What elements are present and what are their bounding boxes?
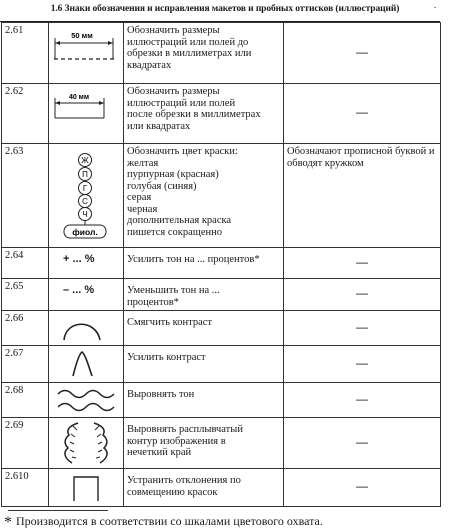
row-number: 2.69 — [2, 418, 49, 469]
row-note: — — [284, 346, 441, 383]
table-row — [2, 144, 441, 248]
symbol-dimension-after-trim — [49, 84, 124, 144]
row-note: — — [284, 248, 441, 279]
symbol-increase-tone — [49, 248, 124, 279]
row-note: — — [284, 84, 441, 144]
registration-bracket-icon — [52, 471, 120, 503]
row-description: Устранить отклонения по совмещению красок — [124, 469, 284, 507]
color-letter-circles-icon — [52, 146, 120, 244]
row-number: 2.62 — [2, 84, 49, 144]
table-row — [2, 383, 441, 418]
color-letter: Ч — [82, 210, 88, 219]
row-description: Уменьшить тон на ... процентов* — [124, 279, 284, 311]
row-description: Усилить контраст — [124, 346, 284, 383]
table-row — [2, 279, 441, 311]
wave-lines-icon — [52, 385, 120, 415]
table-row — [2, 248, 441, 279]
dimension-arrow-icon — [52, 86, 120, 126]
symbol-dimension-before-trim — [49, 23, 124, 84]
table-row — [2, 469, 441, 507]
row-note: — — [284, 383, 441, 418]
table-row — [2, 346, 441, 383]
row-number: 2.610 — [2, 469, 49, 507]
color-letter: П — [82, 170, 88, 179]
footnote-asterisk: * — [4, 514, 12, 531]
dimension-arrow-icon — [52, 25, 120, 65]
row-note: — — [284, 418, 441, 469]
footnote-rule — [8, 510, 108, 511]
table-row — [2, 418, 441, 469]
page-mark: . — [434, 0, 437, 10]
row-note: — — [284, 279, 441, 311]
color-letter: Ж — [81, 156, 89, 165]
row-note: — — [284, 311, 441, 346]
row-description: Усилить тон на ... процентов* — [124, 248, 284, 279]
symbol-fix-registration — [49, 469, 124, 507]
symbol-increase-contrast — [49, 346, 124, 383]
footnote-text: Производится в соответствии со шкалами цветового охвата. — [16, 514, 323, 528]
row-number: 2.61 — [2, 23, 49, 84]
row-description: Обозначить размеры иллюстраций или полей до обрезки в миллиметрах или квадратах — [124, 23, 284, 84]
page-title: 1.6 Знаки обозначения и исправления макетов и пробных оттисков (иллюстраций) — [50, 4, 400, 14]
row-description: Обозначить размеры иллюстраций или полей после обрезки в миллиметрах или квадратах — [124, 84, 284, 144]
symbol-even-tone — [49, 383, 124, 418]
symbol-color-marks — [49, 144, 124, 248]
row-description: Выровнять расплывчатый контур изображения в нечеткий край — [124, 418, 284, 469]
row-number: 2.64 — [2, 248, 49, 279]
symbol-decrease-tone — [49, 279, 124, 311]
row-number: 2.67 — [2, 346, 49, 383]
row-description: Выровнять тон — [124, 383, 284, 418]
dimension-label: 40 мм — [68, 94, 90, 101]
symbol-sharpen-edge — [49, 418, 124, 469]
table-row — [2, 84, 441, 144]
color-letter: С — [82, 197, 88, 206]
row-description: Обозначить цвет краски: желтая пурпурная (красная) голубая (синяя) серая черная дополнительная краска пишется сокращенно — [124, 144, 284, 248]
increase-tone-symbol: + ... % — [63, 253, 95, 265]
decrease-tone-symbol: – ... % — [63, 284, 95, 296]
signs-table — [1, 22, 441, 507]
peak-icon — [52, 348, 120, 380]
row-note: — — [284, 469, 441, 507]
row-note: — — [284, 23, 441, 84]
row-description: Смягчить контраст — [124, 311, 284, 346]
table-row — [2, 311, 441, 346]
extra-color-label: фиол. — [72, 227, 98, 237]
row-number: 2.63 — [2, 144, 49, 248]
row-number: 2.66 — [2, 311, 49, 346]
row-number: 2.65 — [2, 279, 49, 311]
blurred-edge-brackets-icon — [52, 420, 120, 466]
footnote — [4, 514, 323, 532]
row-number: 2.68 — [2, 383, 49, 418]
color-letter: Г — [82, 184, 88, 193]
table-row — [2, 23, 441, 84]
arc-icon — [52, 313, 120, 343]
dimension-label: 50 мм — [71, 31, 93, 40]
symbol-soften-contrast — [49, 311, 124, 346]
row-note: Обозначают прописной буквой и обводят кружком — [284, 144, 441, 248]
